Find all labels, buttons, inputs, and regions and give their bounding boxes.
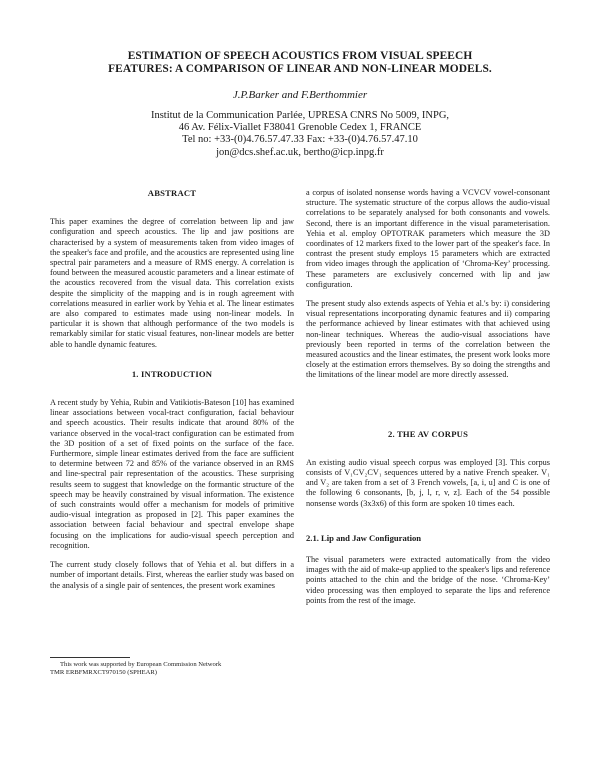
affiliation-line: jon@dcs.shef.ac.uk, bertho@icp.inpg.fr [216, 146, 384, 158]
authors: J.P.Barker and F.Berthommier [232, 89, 368, 101]
av-corpus-heading: 2. THE AV CORPUS [387, 428, 469, 439]
paper-title [40, 50, 560, 76]
abstract-text: This paper examines the degree of correlation between lip and jaw configuration and speech acoustics. The lip and jaw positions are characterised by a system of measurements taken from video images of the speaker's face and profile, and the acoustics are represented using line spectral pair parameters and a measure of RMS energy. A correlation is found between the measured acoustic parameters and a linear estimate of the acoustics recovered from the visual data. This correlation exists despite the simplicity of the mapping and is in rough agreement with correlations measured in earlier work by Yehia et al. The linear estimates are also compared to estimates made using non-linear models. In particular it is shown that although performance of the two models is remarkably similar for static visual features, non-linear models are better able to handle dynamic features. [50, 217, 294, 349]
affiliation-block [80, 110, 520, 159]
footnote [50, 661, 294, 677]
left-column [50, 188, 294, 591]
footnote-line-1: This work was supported by European Commission Network [60, 661, 222, 668]
affiliation-line: Institut de la Communication Parlée, UPRESA CNRS No 5009, INPG, [150, 110, 450, 121]
intro-paragraph-1: A recent study by Yehia, Rubin and Vatikiotis-Bateson [10] has examined linear associations between vocal-tract configuration, facial behaviour and speech acoustics. Their results indicate that around 80% of the variance observed in the vocal-tract configuration can be estimated from the 3D position of a set of fixed points on the surface of the face. Furthermore, simple linear estimates derived from the face are sufficient to determine between 72 and 85% of the variance observed in an RMS and line-spectral pair representation of the acoustics. These surprising results seem to suggest that knowledge on the formantic structure of the speech may be heavily constrained by visual information. The existence of such constraints would offer a mechanism for models of primitive audio-visual integration as proposed in [2]. This paper examines the association between facial behaviour and spectral envelope shape focusing on the implications for audio-visual speech perception and recognition. [50, 398, 294, 550]
intro-heading: 1. INTRODUCTION [131, 368, 213, 379]
intro-paragraph-2: The current study closely follows that of Yehia et al. but differs in a number of important details. First, whereas the earlier study was based on the analysis of a single pair of sentences, the present work examines [50, 560, 294, 590]
affiliation-line: 46 Av. Félix-Viallet F38041 Grenoble Cedex 1, FRANCE [178, 122, 422, 134]
footnote-line-2: TMR ERBFMRXCT970150 (SPHEAR) [50, 669, 157, 676]
right-column [306, 188, 550, 606]
abstract-heading: ABSTRACT [147, 188, 197, 198]
affiliation-line: Tel no: +33-(0)4.76.57.47.33 Fax: +33-(0)4.76.57.47.10 [182, 134, 418, 146]
title-line-1: ESTIMATION OF SPEECH ACOUSTICS FROM VISUAL SPEECH [127, 50, 473, 62]
lip-jaw-heading: 2.1. Lip and Jaw Configuration [306, 532, 422, 543]
intro-paragraph-3: a corpus of isolated nonsense words having a VCVCV vowel-consonant structure. The systematic structure of the corpus allows the audio-visual correlations to be separately analysed for both consonants and vowels. Second, there is an important difference in the visual parameterisation. Yehia et al. employ OPTOTRAK parameters which measure the 3D coordinates of 12 markers fixed to the lower part of the speaker's face. In contrast the present study employs 15 parameters which are extracted from video images through the application of ‘Chroma-Key’ processing. These parameters are exclusively concerned with lip and jaw configuration. [306, 188, 550, 289]
footnote-divider [50, 657, 130, 658]
intro-paragraph-4: The present study also extends aspects of Yehia et al.'s by: i) considering visual representations incorporating dynamic features and ii) comparing the performance achieved by linear estimates with that achieved using non-linear techniques. Whereas the audio-visual associations have previously been reported in terms of the correlation between the measured acoustics and the linear estimates, the present work looks more closely at the estimation errors themselves. By so doing the strengths and the limitations of the linear model are more directly assessed. [306, 299, 550, 380]
title-line-2: FEATURES: A COMPARISON OF LINEAR AND NON-LINEAR MODELS. [108, 63, 492, 75]
lip-jaw-paragraph: The visual parameters were extracted automatically from the video images with the aid of make-up applied to the speaker's lips and reference points attached to the chin and the bridge of the nose. ‘Chroma-Key’ video processing was then employed to separate the lips and reference points from the rest of the image. [306, 555, 550, 605]
av-corpus-paragraph: An existing audio visual speech corpus was employed [3]. This corpus consists of V₁CV₂CV₁ sequences uttered by a native French speaker. V₁ and V₂ are taken from a set of 3 French vowels, [a, i, u] and C is one of the following 6 consonants, [b, j, l, r, v, z]. Each of the 54 possible nonsense words (3x3x6) of this form are spoken 10 times each. [306, 457, 550, 508]
